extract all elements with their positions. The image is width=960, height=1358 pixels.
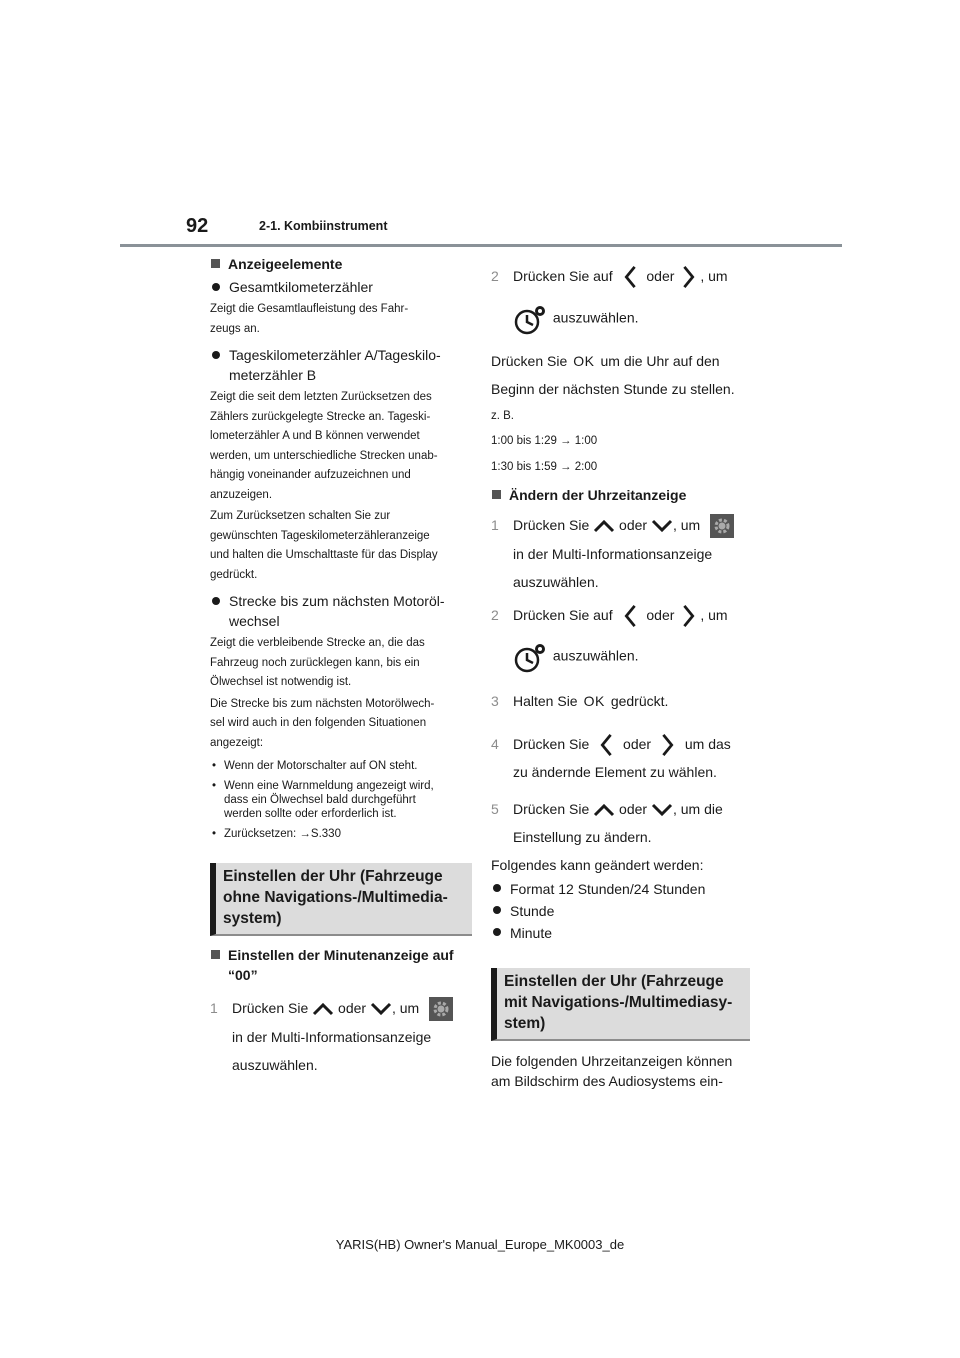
list-item-line: werden sollte oder erforderlich ist. [224, 808, 397, 820]
text-line: gedrückt. [210, 568, 258, 581]
chevron-left-icon [599, 733, 613, 757]
ok-button-icon: OK [583, 693, 605, 709]
step-1 [210, 994, 472, 1080]
step-number: 1 [210, 1000, 218, 1016]
ok-button-icon: OK [573, 352, 595, 369]
left-column [210, 254, 472, 1080]
text-line: angezeigt: [210, 736, 264, 749]
item-heading-line: wechsel [229, 613, 280, 629]
step-1 [491, 511, 761, 597]
section-heading: Anzeigeelemente [210, 254, 472, 274]
text-line: Zeigt die Gesamtlaufleistung des Fahr- [210, 303, 409, 315]
heading-line: Einstellen der Minutenanzeige auf [228, 947, 454, 963]
step-text: , um die [672, 800, 723, 817]
step-4 [491, 730, 761, 787]
list-item: • Zurücksetzen: →S.330 [210, 827, 472, 841]
step-text: Einstellung zu ändern. [513, 829, 652, 845]
text-line: zeugs an. [210, 322, 260, 335]
step-text: Drücken Sie auf [513, 268, 613, 284]
step-text: in der Multi-Informationsanzeige [513, 545, 713, 562]
page-number: 92 [186, 215, 209, 237]
box-heading-line: ohne Navigations-/Multimedia- [223, 889, 448, 906]
box-heading-line: system) [223, 910, 282, 927]
item-heading-line: meterzähler B [229, 367, 317, 383]
list-item: Format 12 Stunden/24 Stunden [491, 878, 761, 900]
step-text: Drücken Sie [513, 735, 590, 752]
list-item [210, 779, 472, 821]
step-text: in der Multi-Informationsanzeige [232, 1028, 432, 1045]
chevron-down-icon [370, 1002, 392, 1016]
text-line: gewünschten Tageskilometerzähleranzeige [210, 529, 430, 542]
body-text: Beginn der nächsten Stunde zu stellen. [491, 380, 735, 397]
step-text: , um [700, 606, 728, 623]
body-text-line: Die folgenden Uhrzeitanzeigen können [491, 1052, 733, 1069]
clock-settings-icon [513, 303, 549, 335]
step-text: oder [646, 268, 675, 284]
example-line: 1:30 bis 1:59 → 2:00 [491, 460, 598, 473]
body-text [491, 1051, 761, 1091]
body-text: Drücken Sie [491, 352, 568, 369]
step-text: auszuwählen. [232, 1057, 318, 1073]
heading-line: “00” [228, 967, 258, 983]
list-item: • Wenn der Motorschalter auf ON steht. [210, 759, 472, 773]
step-text: , um [700, 268, 728, 284]
header-divider [120, 244, 842, 247]
chevron-right-icon [682, 604, 696, 628]
text-line: Fahrzeug noch zurücklegen kann, bis ein [210, 656, 420, 669]
oil-description [210, 634, 472, 693]
chevron-left-icon [623, 604, 637, 628]
step-text: oder [338, 1000, 367, 1016]
text-line: werden, um unterschiedliche Strecken unab- [210, 449, 438, 462]
step-text: gedrückt. [610, 693, 669, 709]
chevron-down-icon [651, 803, 673, 817]
body-text: um die Uhr auf den [600, 352, 720, 369]
step-text: auszuwählen. [513, 574, 599, 590]
step-text: Drücken Sie [513, 517, 590, 533]
item-heading-line: Strecke bis zum nächsten Motoröl- [229, 593, 445, 609]
text-line: Zählers zurückgelegte Strecke an. Tageski- [210, 410, 431, 423]
clock-settings-icon [513, 641, 549, 673]
step-line [513, 641, 639, 673]
step-text: um das [684, 735, 731, 752]
step-number: 3 [491, 693, 499, 709]
text-line: anzuzeigen. [210, 488, 273, 501]
text-line: Die Strecke bis zum nächsten Motorölwech- [210, 697, 435, 710]
step-text: oder [623, 735, 652, 752]
list-item-line: Wenn eine Warnmeldung angezeigt wird, [224, 780, 434, 792]
step-text: oder [619, 517, 648, 533]
step-text: , um [391, 1000, 420, 1016]
right-column [491, 262, 761, 1091]
list-item-line: dass ein Ölwechsel bald durchgeführt [224, 794, 416, 806]
step-text: , um [672, 517, 701, 533]
step-number: 5 [491, 800, 499, 817]
step-text: zu ändernde Element zu wählen. [513, 764, 717, 780]
list-item: Minute [491, 922, 761, 944]
body-text-line: am Bildschirm des Audiosystems ein- [491, 1072, 723, 1089]
text-line: hängig voneinander aufzuzeichnen und [210, 469, 411, 481]
item-heading [210, 345, 472, 385]
text-line: Zum Zurücksetzen schalten Sie zur [210, 510, 391, 522]
chevron-down-icon [651, 519, 673, 533]
step-text: Drücken Sie auf [513, 606, 613, 623]
step-number: 2 [491, 606, 499, 623]
step-number: 1 [491, 517, 499, 533]
step-text: auszuwählen. [552, 647, 639, 664]
chevron-up-icon [312, 1002, 334, 1016]
item-heading [210, 591, 472, 631]
step-number: 2 [491, 268, 499, 284]
list-item: Stunde [491, 900, 761, 922]
step-text: Drücken Sie [513, 800, 590, 817]
oil-situations [210, 695, 472, 754]
section-heading: Ändern der Uhrzeitanzeige [491, 485, 761, 505]
chevron-up-icon [593, 803, 615, 817]
step-line [513, 303, 639, 335]
box-heading-line: Einstellen der Uhr (Fahrzeuge [504, 972, 724, 990]
step-3 [491, 687, 761, 716]
chevron-right-icon [682, 265, 696, 289]
step-text: Halten Sie [513, 693, 578, 709]
step-2 [491, 262, 761, 335]
item-heading: Gesamtkilometerzähler [210, 277, 472, 297]
text-line: Zeigt die verbleibende Strecke an, die das [210, 637, 425, 649]
chevron-left-icon [623, 265, 637, 289]
ok-instruction [491, 347, 761, 403]
example-label: z. B. [491, 409, 515, 422]
text-line: lometerzähler A und B können verwendet [210, 430, 420, 442]
step-text: Drücken Sie [232, 1000, 309, 1016]
step-number: 4 [491, 735, 499, 752]
settings-gear-icon [710, 514, 734, 538]
box-heading-line: Einstellen der Uhr (Fahrzeuge [223, 868, 443, 885]
step-text: auszuwählen. [552, 309, 639, 326]
text-line: Ölwechsel ist notwendig ist. [210, 676, 352, 688]
item-heading-line: Tageskilometerzähler A/Tageskilo- [229, 347, 441, 363]
step-text: oder [619, 800, 648, 817]
section-heading [210, 945, 472, 985]
trip-description [210, 388, 472, 505]
text-line: und halten die Umschalttaste für das Display [210, 549, 438, 561]
body-text: Folgendes kann geändert werden: [491, 856, 704, 873]
chevron-up-icon [593, 519, 615, 533]
text-line: sel wird auch in den folgenden Situationen [210, 717, 427, 729]
example-line: 1:00 bis 1:29 → 1:00 [491, 435, 598, 447]
step-2 [491, 601, 761, 674]
box-heading-line: mit Navigations-/Multimediasy- [504, 993, 733, 1011]
step-5 [491, 795, 761, 852]
box-heading-line: stem) [504, 1014, 546, 1032]
chevron-right-icon [661, 733, 675, 757]
step-text: oder [646, 606, 675, 623]
text-line: Zeigt die seit dem letzten Zurücksetzen des [210, 391, 432, 403]
section-box-heading [210, 863, 472, 936]
settings-gear-icon [429, 997, 453, 1021]
footer-text: YARIS(HB) Owner's Manual_Europe_MK0003_de [335, 1237, 625, 1252]
trip-reset-note [210, 507, 472, 585]
section-box-heading [491, 968, 750, 1041]
chapter-title: 2-1. Kombiinstrument [259, 219, 388, 233]
